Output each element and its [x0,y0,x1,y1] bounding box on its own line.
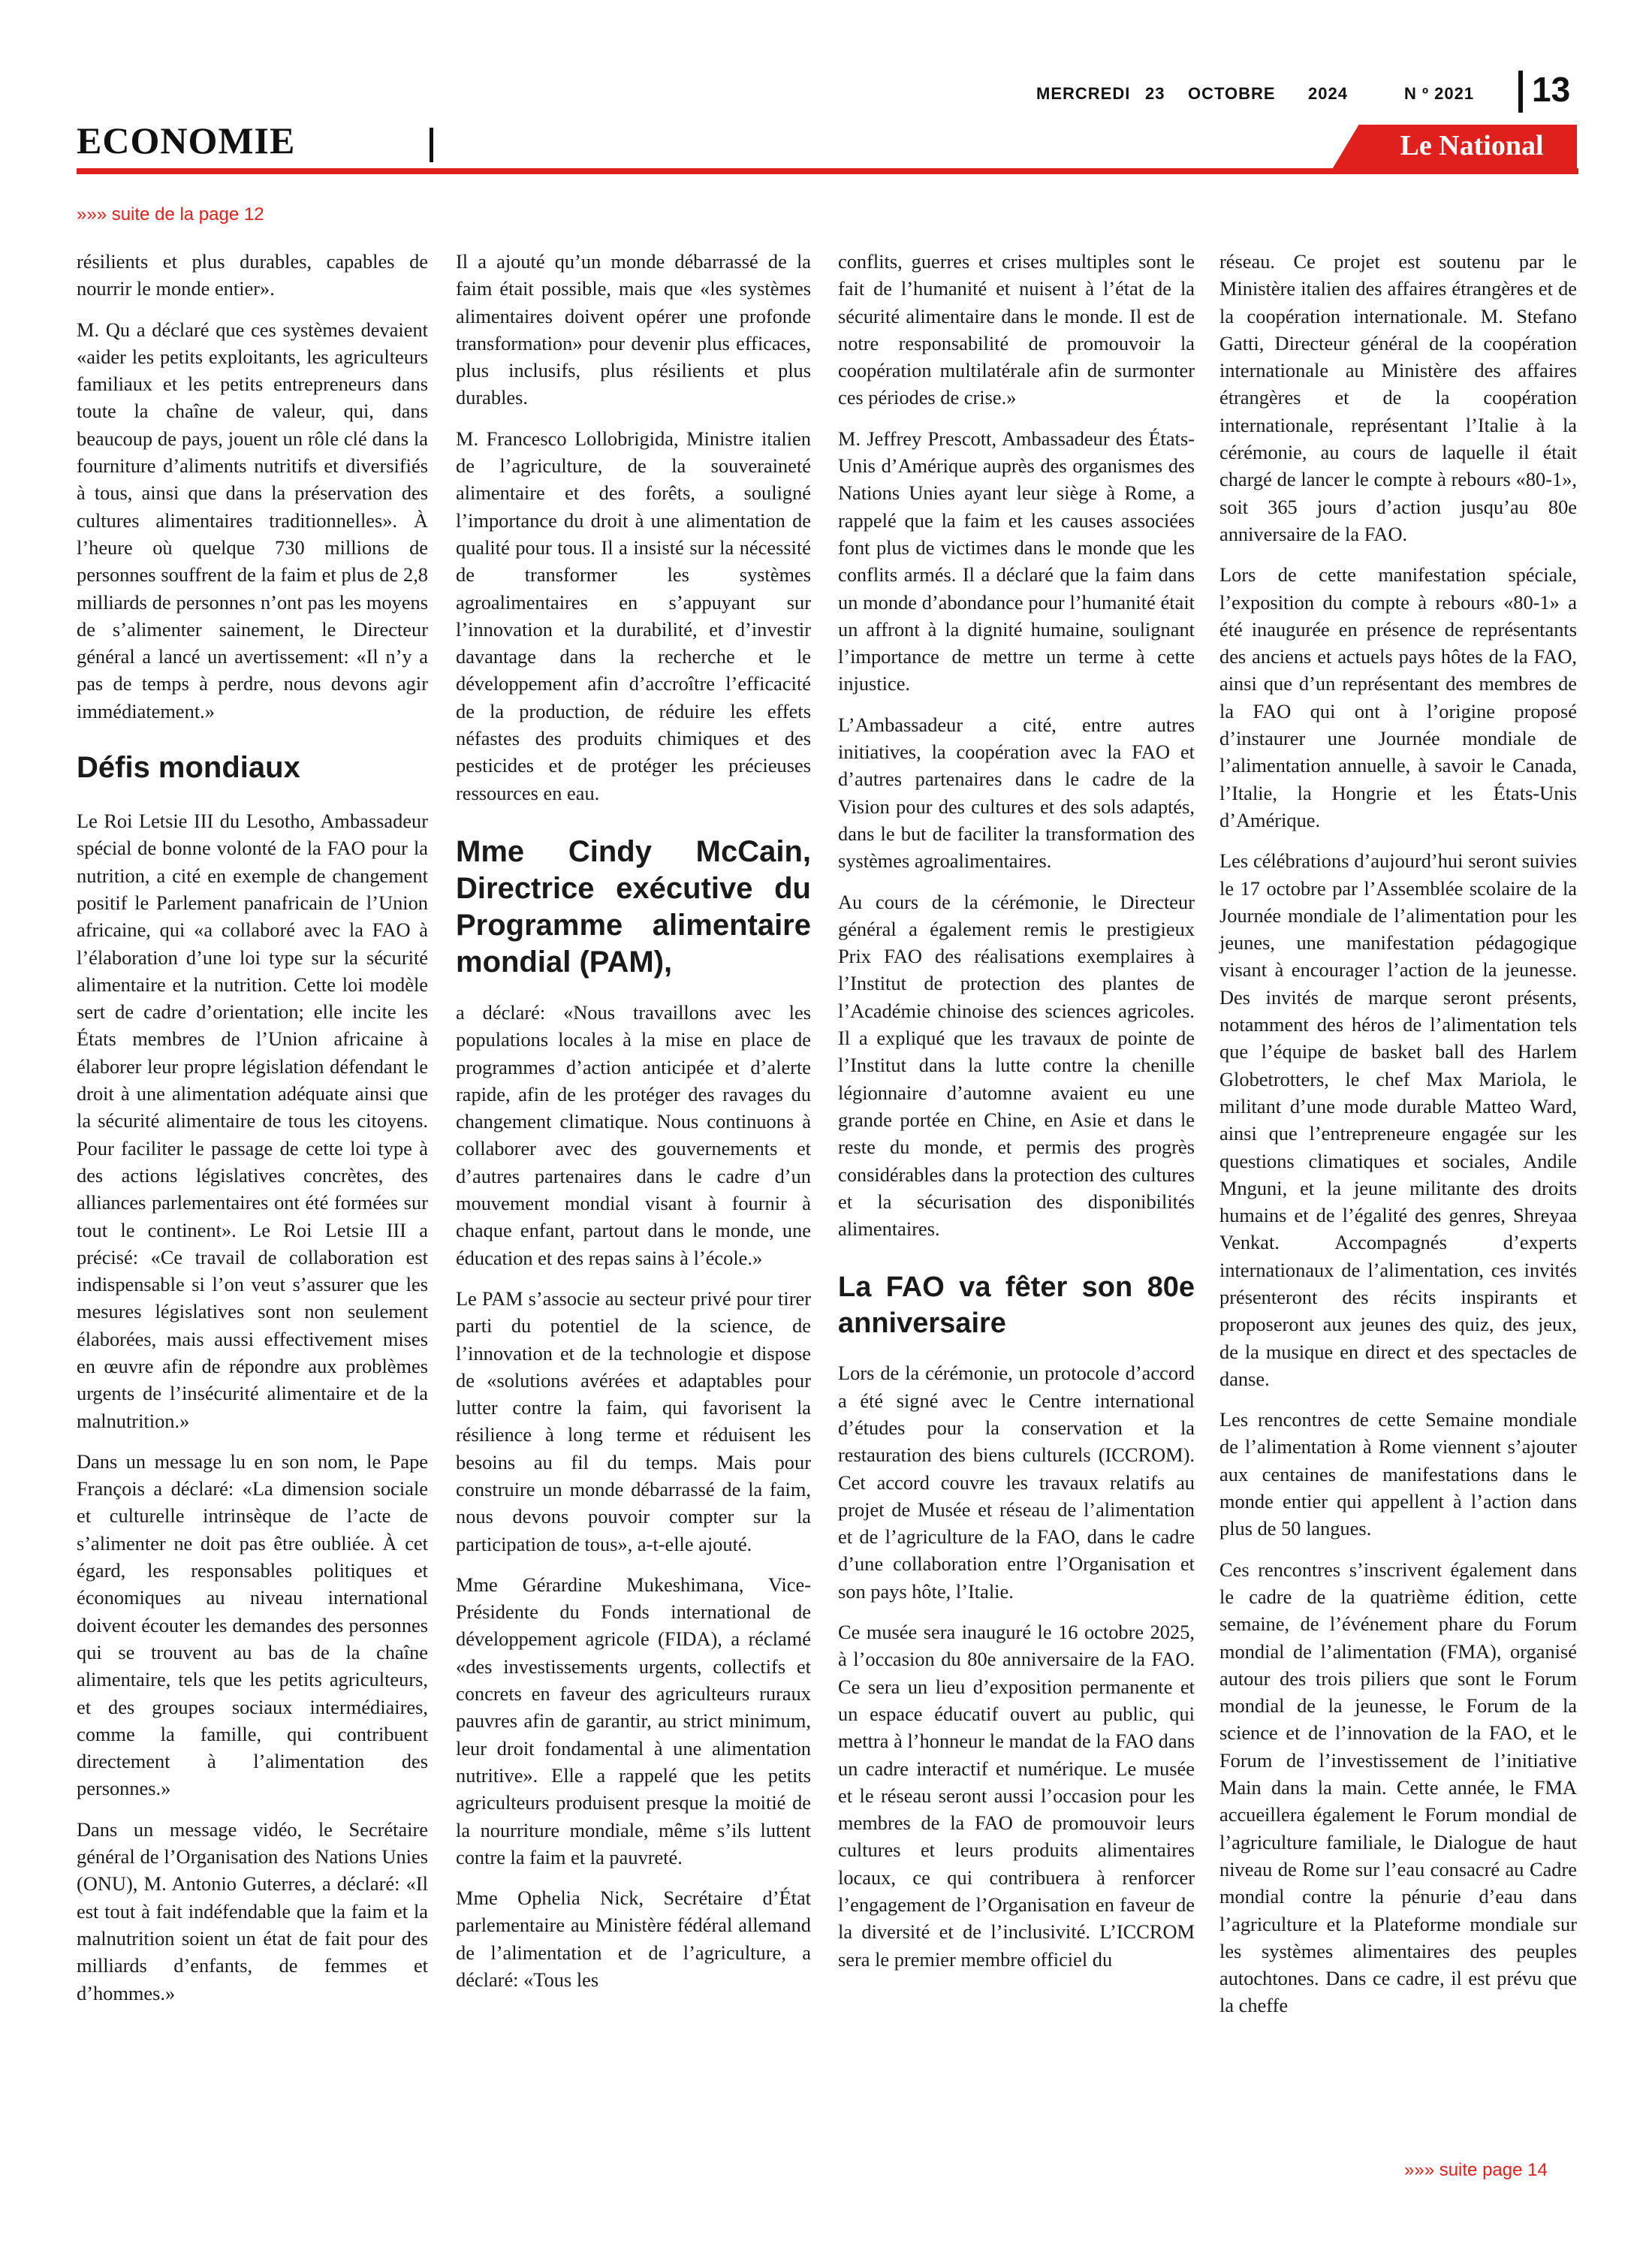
paragraph: M. Francesco Lollobrigida, Ministre italien de l’agriculture, de la souveraineté alimentaire et des forêts, a souligné l’importance du droit à une alimentation de qualité pour tous. Il a insisté sur la nécessité de transformer les systèmes agroalimentaires en s’appuyant sur l’innovation et la durabilité, et d’investir davantage dans la recherche et le développement afin d’accroître l’efficacité de la production, de réduire les effets néfastes des produits chimiques et des pesticides et de protéger les précieuses ressources en eau. [456,427,811,804]
paragraph: conflits, guerres et crises multiples sont le fait de l’humanité et nuisent à l’état de la sécurité alimentaire dans le monde. Il est de notre responsabilité de promouvoir la coopération multilatérale afin de surmonter ces périodes de crise.» [838,250,1195,409]
paragraph: Ce musée sera inauguré le 16 octobre 2025, à l’occasion du 80e anniversaire de la FAO. Ce sera un lieu d’exposition permanente et un espace éducatif ouvert au public, qui mettra à l’honneur le mandat de la FAO dans un cadre interactif et numérique. Le musée et le réseau seront aussi l’occasion pour les membres de la FAO de promouvoir leurs cultures et leurs produits alimentaires locaux, ce qui contribuera à renforcer l’engagement de l’Organisation en faveur de la diversité et de l’inclusivité. L’ICCROM sera le premier membre officiel du [838,1621,1195,1971]
paragraph: Il a ajouté qu’un monde débarrassé de la faim était possible, mais que «les systèmes alimentaires doivent opérer une profonde transformation» pour devenir plus efficaces, plus inclusifs, plus résilients et plus durables. [456,250,811,409]
paragraph: Dans un message vidéo, le Secrétaire général de l’Organisation des Nations Unies (ONU), M. Antonio Guterres, a déclaré: «Il est tout à fait indéfendable que la faim et la malnutrition soient un état de fait pour des milliards d’enfants, de femmes et d’hommes.» [77,1817,428,2004]
header-divider [1518,71,1523,113]
header-year: 2024 [1308,84,1348,103]
paragraph: a déclaré: «Nous travaillons avec les populations locales à la mise en place de programmes d’action anticipée et d’alerte rapide, afin de les protéger des ravages du changement climatique. Nous continuons à collaborer avec des gouvernements et d’autres partenaires dans le cadre d’un mouvement mondial visant à fournir à chaque enfant, partout dans le monde, une éducation et des repas sains à l’école.» [456,1000,811,1269]
article-column-4 [1219,248,1577,2033]
continued-from-link[interactable]: »»» suite de la page 12 [77,204,264,225]
header-month: OCTOBRE [1188,84,1276,103]
paragraph: M. Qu a déclaré que ces systèmes devaient «aider les petits exploitants, les agriculteurs familiaux et les petits entrepreneurs dans toute la chaîne de valeur, qui, dans beaucoup de pays, jouent un rôle clé dans la fourniture d’aliments nutritifs et diversifiés à tous, ainsi que dans la préservation des cultures alimentaires traditionnelles». À l’heure où quelque 730 millions de personnes souffrent de la faim et plus de 2,8 milliards de personnes n’ont pas les moyens de s’alimenter sainement, le Directeur général a lancé un avertissement: «Il n’y a pas de temps à perdre, nous devons agir immédiatement.» [77,318,428,722]
paragraph: Le Roi Letsie III du Lesotho, Ambassadeur spécial de bonne volonté de la FAO pour la nutrition, a cité en exemple de changement positif le Parlement panafricain de l’Union africaine, qui «a collaboré avec la FAO à l’élaboration d’une loi type sur la sécurité alimentaire et la nutrition. Cette loi modèle sert de cadre d’orientation; elle incite les États membres de l’Union africaine à élaborer leur propre législation défendant le droit à une alimentation adéquate ainsi que la sécurité alimentaire de tous les citoyens. Pour faciliter le passage de cette loi type à des actions législatives concrètes, des alliances parlementaires ont été formées sur tout le continent». Le Roi Letsie III a précisé: «Ce travail de collaboration est indispensable si l’on veut s’assurer que les mesures législatives sont non seulement élaborées, mais aussi effectivement mises en œuvre afin de répondre aux problèmes urgents de l’insécurité alimentaire et de la malnutrition.» [77,810,428,1432]
paragraph: Au cours de la cérémonie, le Directeur général a également remis le prestigieux Prix FAO des réalisations exemplaires à l’Institut de protection des plantes de l’Académie chinoise des sciences agricoles. Il a expliqué que les travaux de pointe de l’Institut dans la lutte contre la chenille légionnaire d’automne avaient eu une grande portée en Chine, en Asie et dans le reste du monde, et permis des progrès considérables dans la protection des cultures et la sécurisation des disponibilités alimentaires. [838,890,1195,1241]
brand-logo: Le National [1400,130,1544,161]
paragraph: Les célébrations d’aujourd’hui seront suivies le 17 octobre par l’Assemblée scolaire de la Journée mondiale de l’alimentation pour les jeunes, une manifestation pédagogique visant à encourager l’action de la jeunesse. Des invités de marque seront présents, notamment des héros de l’alimentation tels que l’équipe de basket ball des Harlem Globetrotters, le chef Max Mariola, le militant d’une mode durable Matteo Ward, ainsi que l’entrepreneure engagée sur les questions climatiques et sociales, Andile Mnguni, et la jeune militante des droits humains et de l’égalité des genres, Shreyaa Venkat. Accompagnés d’experts internationaux de l’alimentation, ces invités présenteront des récits inspirants et proposeront aux jeunes des quiz, des jeux, de la musique en direct et des spectacles de danse. [1219,849,1577,1390]
paragraph: L’Ambassadeur a cité, entre autres initiatives, la coopération avec la FAO et d’autres partenaires dans le cadre de la Vision pour des cultures et des sols adaptés, dans le but de faciliter la transformation des systèmes agroalimentaires. [838,713,1195,873]
header-day: MERCREDI [1036,84,1131,103]
paragraph: Lors de la cérémonie, un protocole d’accord a été signé avec le Centre international d’études pour la conservation et la restauration des biens culturels (ICCROM). Cet accord couvre les travaux relatifs au projet de Musée et réseau de l’alimentation et de l’agriculture de la FAO, dans le cadre d’une collaboration entre l’Organisation et son pays hôte, l’Italie. [838,1362,1195,1603]
paragraph: résilients et plus durables, capables de nourrir le monde entier». [77,250,428,300]
continued-to-link[interactable]: »»» suite page 14 [1404,2160,1548,2180]
paragraph: réseau. Ce projet est soutenu par le Ministère italien des affaires étrangères et de la coopération internationale. M. Stefano Gatti, Directeur général de la coopération internationale au Ministère des affaires étrangères et de la coopération internationale, représentant l’Italie à la cérémonie, au cours de laquelle il était chargé de lancer le compte à rebours «80-1», soit 365 jours d’action jusqu’au 80e anniversaire de la FAO. [1219,250,1577,545]
paragraph: Lors de cette manifestation spéciale, l’exposition du compte à rebours «80-1» a été inaugurée en présence de représentants des anciens et actuels pays hôtes de la FAO, ainsi que d’un représentant des membres de la FAO qui ont à l’origine proposé d’instaurer une Journée mondiale de l’alimentation annuelle, à savoir le Canada, l’Italie, la Hongrie et les États-Unis d’Amérique. [1219,563,1577,831]
page-number: 13 [1532,70,1571,109]
header-issue: N º 2021 [1404,84,1475,103]
paragraph: Mme Ophelia Nick, Secrétaire d’État parlementaire au Ministère fédéral allemand de l’alimentation et de l’agriculture, a déclaré: «Tous les [456,1887,811,1992]
paragraph: Ces rencontres s’inscrivent également dans le cadre de la quatrième édition, cette semaine, de l’événement phare du Forum mondial de l’alimentation (FMA), organisé autour des trois piliers que sont le Forum mondial de la jeunesse, le Forum de la science et de l’innovation de la FAO, et le Forum de l’investissement de l’initiative Main dans la main. Cette année, le FMA accueillera également le Forum mondial de l’agriculture familiale, le Dialogue de haut niveau de Rome sur l’eau consacré au Cadre mondial contre la pénurie d’eau dans l’agriculture et la Plateforme mondiale sur les systèmes alimentaires des peuples autochtones. Dans ce cadre, il est prévu que la cheffe [1219,1558,1577,2017]
section-divider [430,128,433,162]
section-title: ECONOMIE [77,119,296,161]
article-column-2 [456,248,811,2007]
article-column-1 [77,248,428,2020]
subheading-fao-80e-anniversaire: La FAO va fêter son 80e anniversaire [838,1271,1195,1340]
paragraph: Dans un message lu en son nom, le Pape François a déclaré: «La dimension sociale et culturelle intrinsèque de l’acte de s’alimenter ne doit pas être oubliée. À cet égard, les responsables politiques et économiques au niveau international doivent écouter les demandes des personnes qui se trouvent au bas de la chaîne alimentaire, tels que les petits agriculteurs, et des groupes sociaux intermédiaires, comme la famille, qui contribuent directement à l’alimentation des personnes.» [77,1449,428,1800]
article-column-3 [838,248,1195,1986]
subheading-cindy-mccain: Mme Cindy McCain, Directrice exécutive du Programme alimentaire mondial (PAM), [456,834,811,979]
paragraph: M. Jeffrey Prescott, Ambassadeur des États-Unis d’Amérique auprès des organismes des Nations Unies ayant leur siège à Rome, a rappelé que la faim et les causes associées font plus de victimes dans le monde que les conflits armés. Il a déclaré que la faim dans un monde d’abondance pour l’humanité était un affront à la dignité humaine, soulignant l’importance de mettre un terme à cette injustice. [838,427,1195,695]
paragraph: Les rencontres de cette Semaine mondiale de l’alimentation à Rome viennent s’ajouter aux centaines de manifestations dans le monde entier qui appellent à l’action dans plus de 50 langues. [1219,1408,1577,1540]
paragraph: Mme Gérardine Mukeshimana, Vice-Présidente du Fonds international de développement agricole (FIDA), a réclamé «des investissements urgents, collectifs et concrets en faveur des agriculteurs ruraux pauvres afin de garantir, au strict minimum, leur droit fondamental à une alimentation nutritive». Elle a rappelé que les petits agriculteurs produisent presque la moitié de la nourriture mondiale, même s’ils luttent contre la faim et la pauvreté. [456,1573,811,1868]
subheading-defis-mondiaux: Défis mondiaux [77,751,300,785]
header-date: 23 [1145,84,1165,103]
paragraph: Le PAM s’associe au secteur privé pour tirer parti du potentiel de la science, de l’innovation et de la technologie et dispose de «solutions avérées et adaptables pour lutter contre la faim, qui favorisent la résilience à long terme et réduisent les besoins au fil du temps. Mais pour construire un monde débarrassé de la faim, nous devons pouvoir compter sur la participation de tous», a-t-elle ajouté. [456,1286,811,1555]
